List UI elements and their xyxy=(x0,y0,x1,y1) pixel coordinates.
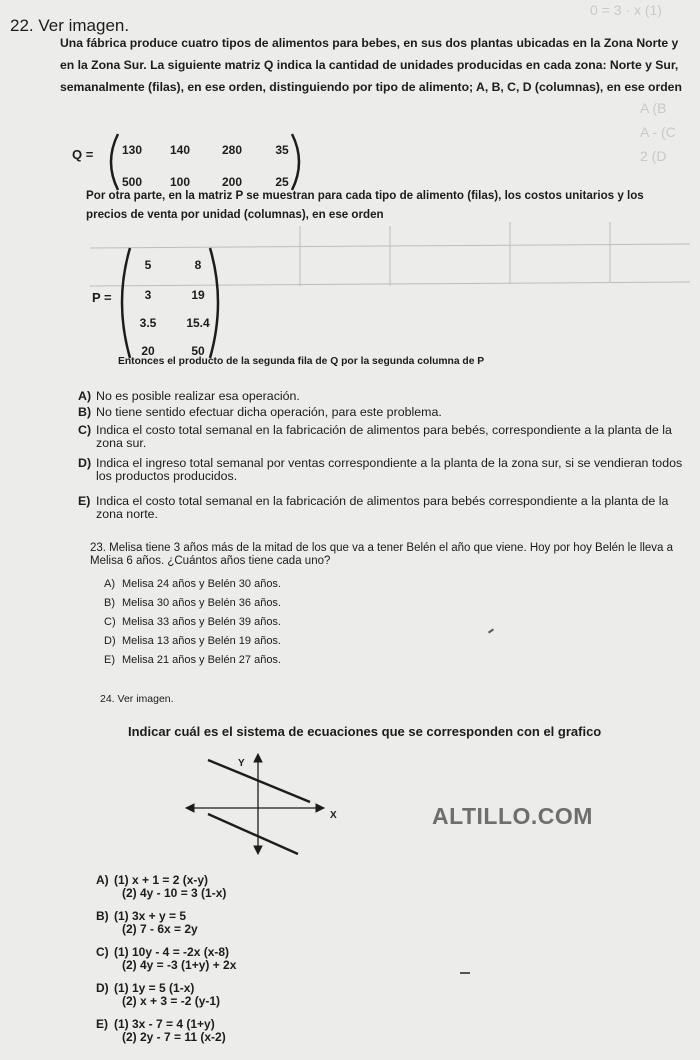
question-24-option[interactable] xyxy=(96,1018,316,1046)
matrix-p-cell: 19 xyxy=(191,288,205,302)
option-letter: A) xyxy=(78,389,92,403)
question-22-heading: 22. Ver imagen. xyxy=(10,16,130,35)
option-letter: A) xyxy=(96,873,109,887)
equation-2: (2) 4y = -3 (1+y) + 2x xyxy=(122,958,237,972)
stray-mark xyxy=(488,628,494,633)
question-23-text: 23. Melisa tiene 3 años más de la mitad de los que va a tener Belén el año que viene. Hoy por hoy Belén le lleva a Melisa 6 años. ¿Cuántos años tiene cada uno? xyxy=(90,542,674,567)
matrix-p-cell: 20 xyxy=(141,344,155,358)
x-axis-right-arrow xyxy=(316,804,324,812)
matrix-q-label: Q = xyxy=(72,147,94,162)
stray-mark xyxy=(460,972,470,974)
question-24-option[interactable] xyxy=(96,910,316,938)
option-text: No es posible realizar esa operación. xyxy=(96,389,300,403)
option-letter: C) xyxy=(104,616,116,628)
watermark: ALTILLO.COM xyxy=(432,803,593,829)
option-text: Melisa 33 años y Belén 39 años. xyxy=(122,616,281,628)
option-letter: E) xyxy=(96,1017,108,1031)
matrix-p-label: P = xyxy=(92,290,112,305)
equation-2: (2) 4y - 10 = 3 (1-x) xyxy=(122,886,227,900)
option-letter: B) xyxy=(96,909,109,923)
y-axis-label: Y xyxy=(238,758,245,769)
matrix-q-cell: 100 xyxy=(169,175,191,189)
option-text: Melisa 24 años y Belén 30 años. xyxy=(122,578,281,590)
option-text: No tiene sentido efectuar dicha operación, para este problema. xyxy=(96,405,442,419)
equation-2: (2) 7 - 6x = 2y xyxy=(122,922,198,936)
option-text: Indica el costo total semanal en la fabricación de alimentos para bebés, correspondiente a la planta de la zona sur. xyxy=(96,423,672,450)
option-text: Melisa 21 años y Belén 27 años. xyxy=(122,654,281,666)
equation-1: (1) x + 1 = 2 (x-y) xyxy=(114,873,209,887)
matrix-p-cell: 3.5 xyxy=(139,316,157,330)
option-letter: E) xyxy=(78,494,91,508)
matrix-q-cell: 500 xyxy=(121,175,143,189)
option-letter: C) xyxy=(96,945,109,959)
bleed-through: A (B xyxy=(640,100,667,116)
option-text: Melisa 30 años y Belén 36 años. xyxy=(122,597,281,609)
option-text: Melisa 13 años y Belén 19 años. xyxy=(122,635,281,647)
question-22-then: Entonces el producto de la segunda fila de Q por la segunda columna de P xyxy=(118,356,485,367)
option-letter: E) xyxy=(104,654,115,666)
question-24-option[interactable] xyxy=(96,874,316,902)
matrix-p-cell: 8 xyxy=(194,258,202,272)
option-letter: D) xyxy=(96,981,109,995)
question-22-paragraph-1: Una fábrica produce cuatro tipos de alimentos para bebes, en sus dos plantas ubicadas en la Zona Norte y en la Zona Sur. La siguiente matriz Q indica la cantidad de unidades producidas en cada zona: Norte y Sur, semanalmente (filas), en ese orden, distinguiendo por tipo de alimento; A, B, C, D (columnas), en ese orden xyxy=(60,36,682,94)
bleed-through: 0 = 3 · x (1) xyxy=(590,2,662,18)
question-24-option[interactable] xyxy=(96,982,316,1010)
question-24-option[interactable] xyxy=(96,946,316,974)
matrix-p-cell: 50 xyxy=(191,344,205,358)
option-letter: B) xyxy=(104,597,115,609)
matrix-q-cell: 130 xyxy=(121,143,143,157)
equation-2: (2) x + 3 = -2 (y-1) xyxy=(122,994,221,1008)
option-letter: A) xyxy=(104,578,115,590)
x-axis-left-arrow xyxy=(186,804,194,812)
equation-1: (1) 3x + y = 5 xyxy=(114,909,187,923)
matrix-p-cell: 5 xyxy=(144,258,152,272)
matrix-q-cell: 35 xyxy=(275,143,289,157)
matrix-q-cell: 25 xyxy=(275,175,289,189)
y-axis-up-arrow xyxy=(254,754,262,762)
equation-1: (1) 10y - 4 = -2x (x-8) xyxy=(114,945,230,959)
graph-line-2 xyxy=(208,814,298,854)
matrix-p-cell: 15.4 xyxy=(186,316,210,330)
option-letter: B) xyxy=(78,405,92,419)
question-22-paragraph-2: Por otra parte, en la matriz P se muestran para cada tipo de alimento (filas), los costos unitarios y los precios de venta por unidad (columnas), en ese orden xyxy=(86,189,644,221)
matrix-q-cell: 200 xyxy=(221,175,243,189)
x-axis-label: X xyxy=(330,810,337,821)
equation-1: (1) 1y = 5 (1-x) xyxy=(114,981,195,995)
bleed-through: A - (C xyxy=(640,124,676,140)
bleed-through: 2 (D xyxy=(640,148,667,164)
option-letter: D) xyxy=(104,635,116,647)
option-letter: D) xyxy=(78,456,92,470)
matrix-q-cell: 280 xyxy=(221,143,243,157)
question-24-number: 24. Ver imagen. xyxy=(100,693,174,705)
graph-line-1 xyxy=(208,760,310,802)
matrix-p-cell: 3 xyxy=(144,288,152,302)
option-text: Indica el ingreso total semanal por ventas correspondiente a la planta de la zona sur, si se vendieran todos los productos producidos. xyxy=(96,456,683,483)
option-text: Indica el costo total semanal en la fabricación de alimentos para bebés correspondiente a la planta de la zona norte. xyxy=(96,494,669,521)
equation-1: (1) 3x - 7 = 4 (1+y) xyxy=(114,1017,215,1031)
equation-2: (2) 2y - 7 = 11 (x-2) xyxy=(122,1030,226,1044)
y-axis-down-arrow xyxy=(254,846,262,854)
question-24-graph xyxy=(180,750,350,860)
option-letter: C) xyxy=(78,423,92,437)
question-24-instruction: Indicar cuál es el sistema de ecuaciones que se corresponden con el grafico xyxy=(128,724,602,739)
matrix-q-cell: 140 xyxy=(169,143,191,157)
